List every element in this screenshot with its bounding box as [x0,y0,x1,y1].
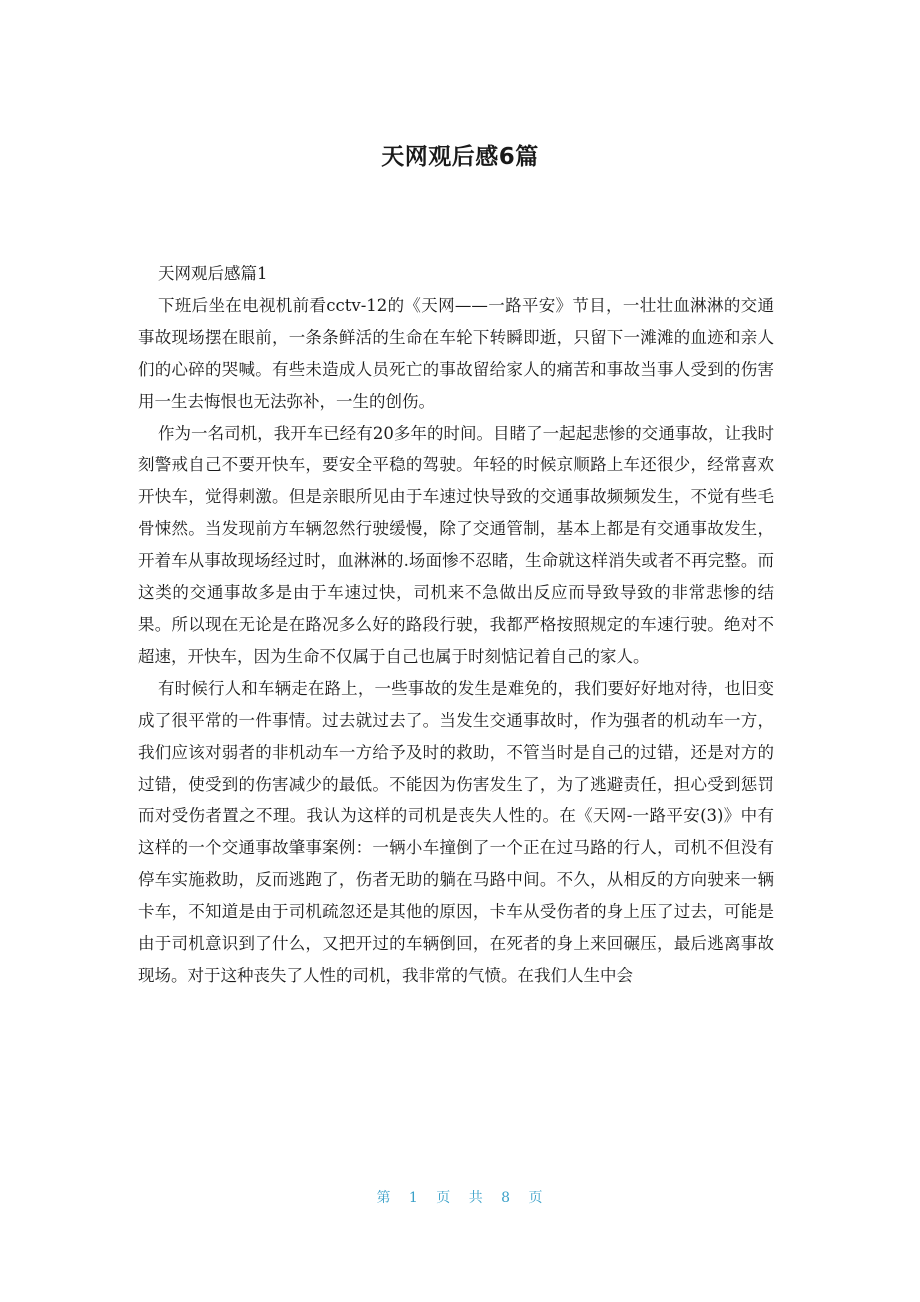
document-body [138,258,774,992]
page-number-footer: 第 1 页 共 8 页 [376,1190,544,1206]
paragraph-3: 有时候行人和车辆走在路上，一些事故的发生是难免的，我们要好好地对待，也旧变成了很平常的一件事情。过去就过去了。当发生交通事故时，作为强者的机动车一方，我们应该对弱者的非机动车一方给予及时的救助，不管当时是自己的过错，还是对方的过错，使受到的伤害减少的最低。不能因为伤害发生了，为了逃避责任，担心受到惩罚而对受伤者置之不理。我认为这样的司机是丧失人性的。在《天网-一路平安(3)》中有这样的一个交通事故肇事案例：一辆小车撞倒了一个正在过马路的行人，司机不但没有停车实施救助，反而逃跑了，伤者无助的躺在马路中间。不久，从相反的方向驶来一辆卡车，不知道是由于司机疏忽还是其他的原因，卡车从受伤者的身上压了过去，可能是由于司机意识到了什么，又把开过的车辆倒回，在死者的身上来回碾压，最后逃离事故现场。对于这种丧失了人性的司机，我非常的气愤。在我们人生中会 [138,678,774,985]
paragraph-2: 作为一名司机，我开车已经有20多年的时间。目睹了一起起悲惨的交通事故，让我时刻警戒自己不要开快车，要安全平稳的驾驶。年轻的时候京顺路上车还很少，经常喜欢开快车，觉得刺激。但是亲眼所见由于车速过快导致的交通事故频频发生，不觉有些毛骨悚然。当发现前方车辆忽然行驶缓慢，除了交通管制，基本上都是有交通事故发生，开着车从事故现场经过时，血淋淋的.场面惨不忍睹，生命就这样消失或者不再完整。而这类的交通事故多是由于车速过快，司机来不急做出反应而导致导致的非常悲惨的结果。所以现在无论是在路况多么好的路段行驶，我都严格按照规定的车速行驶。绝对不超速，开快车，因为生命不仅属于自己也属于时刻惦记着自己的家人。 [138,423,774,666]
section-heading: 天网观后感篇1 [158,264,268,283]
paragraph-1: 下班后坐在电视机前看cctv-12的《天网——一路平安》节目，一壮壮血淋淋的交通事故现场摆在眼前，一条条鲜活的生命在车轮下转瞬即逝，只留下一滩滩的血迹和亲人们的心碎的哭喊。有些未造成人员死亡的事故留给家人的痛苦和事故当事人受到的伤害用一生去悔恨也无法弥补，一生的创伤。 [138,295,774,411]
document-title: 天网观后感6篇 [381,144,539,170]
